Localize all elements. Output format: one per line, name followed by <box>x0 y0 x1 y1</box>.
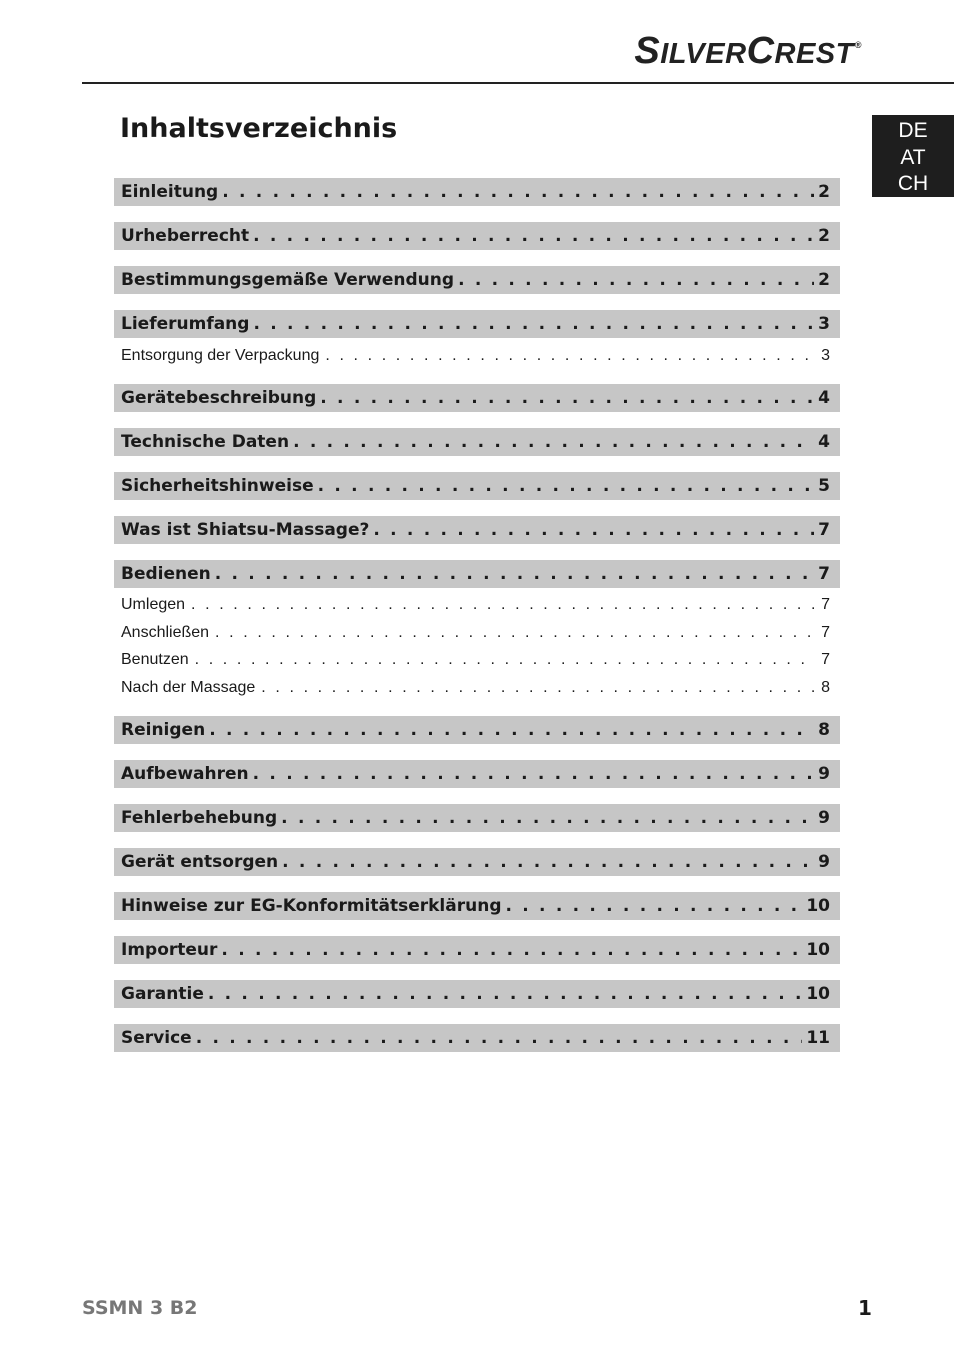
toc-entry[interactable] <box>114 560 840 588</box>
toc-dot-leader <box>253 226 814 246</box>
toc-dot-leader <box>458 270 814 290</box>
toc-entry-label: Garantie <box>121 983 204 1004</box>
toc-dot-leader <box>253 314 814 334</box>
toc-dot-leader <box>196 1028 803 1048</box>
toc-subentry-label: Nach der Massage <box>121 678 256 696</box>
toc-subentry[interactable] <box>114 647 840 675</box>
toc-subentry-page: 7 <box>821 623 830 641</box>
toc-dot-leader <box>191 596 815 614</box>
toc-entry-page: 8 <box>818 719 830 740</box>
toc-dot-leader <box>222 182 814 202</box>
toc-entry[interactable] <box>114 266 840 294</box>
toc-dot-leader <box>505 896 802 916</box>
toc-entry[interactable] <box>114 760 840 788</box>
language-de: DE <box>898 119 928 142</box>
toc-subentry-page: 3 <box>821 346 830 364</box>
toc-dot-leader <box>282 852 814 872</box>
page-title: Inhaltsverzeichnis <box>120 113 398 144</box>
toc-entry-page: 4 <box>818 387 830 408</box>
toc-entry[interactable] <box>114 178 840 206</box>
toc-entry[interactable] <box>114 936 840 964</box>
toc-entry[interactable] <box>114 1024 840 1052</box>
toc-entry-page: 3 <box>818 314 830 334</box>
toc-entry-label: Was ist Shiatsu-Massage? <box>121 519 370 540</box>
toc-entry-page: 9 <box>818 807 830 828</box>
toc-entry-label: Gerät entsorgen <box>121 851 279 872</box>
toc-subentry-label: Anschließen <box>121 623 210 641</box>
toc-entry[interactable] <box>114 222 840 250</box>
toc-entry-page: 11 <box>806 1027 830 1048</box>
toc-dot-leader <box>325 347 815 365</box>
toc-entry-label: Aufbewahren <box>121 763 249 784</box>
table-of-contents <box>114 178 840 1068</box>
toc-subentry[interactable] <box>114 674 840 702</box>
toc-entry-page: 5 <box>818 475 830 496</box>
toc-entry-page: 2 <box>818 226 830 246</box>
toc-dot-leader <box>320 388 814 408</box>
toc-subentry-group <box>114 342 840 370</box>
toc-entry-label: Einleitung <box>121 182 219 202</box>
toc-subentry-page: 7 <box>821 651 830 669</box>
toc-entry-label: Sicherheitshinweise <box>121 475 314 496</box>
toc-entry-label: Reinigen <box>121 719 206 740</box>
brand-logo: SILVERCREST® <box>634 30 862 72</box>
toc-entry-page: 2 <box>818 182 830 202</box>
toc-entry-page: 7 <box>818 563 830 584</box>
toc-entry-label: Lieferumfang <box>121 314 250 334</box>
language-tab <box>872 115 954 197</box>
toc-entry[interactable] <box>114 428 840 456</box>
toc-entry[interactable] <box>114 716 840 744</box>
toc-entry[interactable] <box>114 804 840 832</box>
toc-entry-page: 4 <box>818 431 830 452</box>
toc-dot-leader <box>373 520 814 540</box>
toc-dot-leader <box>281 808 814 828</box>
toc-entry[interactable] <box>114 310 840 338</box>
footer-model-number: SSMN 3 B2 <box>82 1297 198 1319</box>
toc-dot-leader <box>261 679 815 697</box>
toc-subentry[interactable] <box>114 592 840 620</box>
header-rule <box>82 82 954 84</box>
toc-entry-label: Bedienen <box>121 563 211 584</box>
toc-entry-page: 2 <box>818 270 830 290</box>
toc-dot-leader <box>318 476 815 496</box>
toc-entry-label: Gerätebeschreibung <box>121 387 317 408</box>
toc-dot-leader <box>209 720 814 740</box>
toc-subentry-label: Umlegen <box>121 596 186 614</box>
language-at: AT <box>900 145 926 169</box>
toc-entry[interactable] <box>114 472 840 500</box>
toc-entry-label: Service <box>121 1027 192 1048</box>
toc-entry[interactable] <box>114 384 840 412</box>
toc-dot-leader <box>215 624 815 642</box>
footer-page-number: 1 <box>858 1296 872 1320</box>
toc-subentry-group <box>114 592 840 702</box>
toc-entry-page: 10 <box>806 939 830 960</box>
toc-dot-leader <box>215 564 814 584</box>
toc-entry-label: Importeur <box>121 939 218 960</box>
toc-subentry-label: Entsorgung der Verpackung <box>121 346 320 364</box>
toc-entry-label: Hinweise zur EG-Konformitätserklärung <box>121 895 502 916</box>
toc-entry-label: Fehlerbehebung <box>121 807 278 828</box>
toc-dot-leader <box>253 764 815 784</box>
toc-subentry-page: 8 <box>821 678 830 696</box>
toc-subentry[interactable] <box>114 342 840 370</box>
toc-entry[interactable] <box>114 892 840 920</box>
language-ch: CH <box>897 172 929 195</box>
toc-entry-label: Technische Daten <box>121 431 290 452</box>
toc-dot-leader <box>208 984 802 1004</box>
toc-subentry-label: Benutzen <box>121 651 189 669</box>
toc-entry-page: 10 <box>806 983 830 1004</box>
toc-dot-leader <box>221 940 802 960</box>
toc-entry[interactable] <box>114 516 840 544</box>
toc-entry[interactable] <box>114 980 840 1008</box>
toc-entry-page: 9 <box>818 763 830 784</box>
toc-subentry[interactable] <box>114 619 840 647</box>
toc-subentry-page: 7 <box>821 596 830 614</box>
toc-entry-label: Bestimmungsgemäße Verwendung <box>121 270 455 290</box>
toc-entry-page: 7 <box>818 519 830 540</box>
toc-entry-page: 9 <box>818 851 830 872</box>
toc-entry-label: Urheberrecht <box>121 226 250 246</box>
toc-dot-leader <box>195 651 815 669</box>
toc-entry[interactable] <box>114 848 840 876</box>
toc-dot-leader <box>293 432 814 452</box>
toc-entry-page: 10 <box>806 895 830 916</box>
